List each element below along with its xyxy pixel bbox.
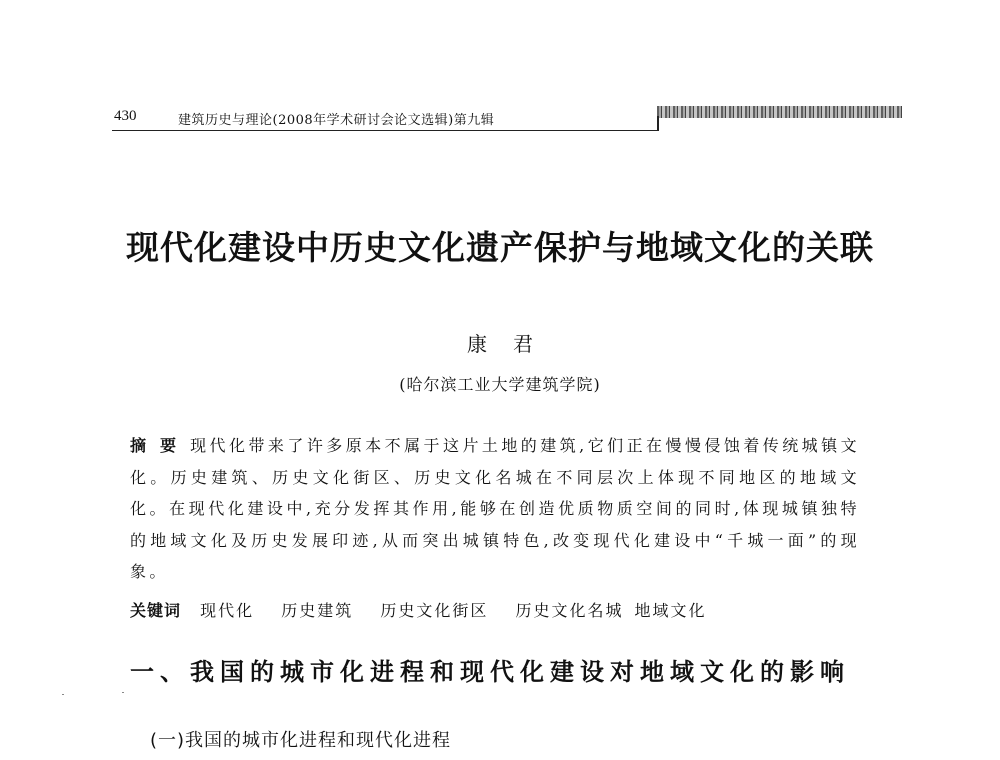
author-affiliation: (哈尔滨工业大学建筑学院) — [399, 375, 601, 394]
header-bar-tick — [657, 116, 659, 131]
keyword-item: 历史文化名城 — [515, 601, 624, 620]
keyword-item: 历史文化街区 — [380, 601, 489, 620]
abstract-text: 现代化带来了许多原本不属于这片土地的建筑,它们正在慢慢侵蚀着传统城镇文化。历史建筑、历史文化街区、历史文化名城在不同层次上体现不同地区的地域文化。在现代化建设中,充分发挥其作用,能够在创造优质物质空间的同时,体现城镇独特的地域文化及历史发展印迹,从而突出城镇特色,改变现代化建设中“千城一面”的现象。 — [130, 436, 860, 581]
abstract-paragraph — [130, 430, 860, 588]
keyword-item: 现代化 — [200, 601, 255, 620]
subsection-heading: (一)我国的城市化进程和现代化进程 — [150, 730, 452, 751]
header-rule — [112, 130, 657, 131]
section-heading: 一、我国的城市化进程和现代化建设对地域文化的影响 — [130, 657, 850, 686]
scan-specks — [60, 690, 130, 700]
abstract-label: 摘要 — [130, 436, 191, 455]
keywords-line — [130, 598, 860, 621]
header-bar-pattern — [657, 106, 902, 118]
keyword-item: 地域文化 — [634, 601, 707, 620]
page-number: 430 — [114, 108, 137, 124]
book-title: 建筑历史与理论(2008年学术研讨会论文选辑)第九辑 — [178, 113, 495, 128]
article-title: 现代化建设中历史文化遗产保护与地域文化的关联 — [126, 228, 874, 267]
running-header — [112, 106, 902, 132]
author-name: 康君 — [467, 332, 559, 356]
header-decorative-bar — [657, 106, 902, 131]
keyword-item: 历史建筑 — [281, 601, 354, 620]
keywords-label: 关键词 — [130, 601, 182, 620]
